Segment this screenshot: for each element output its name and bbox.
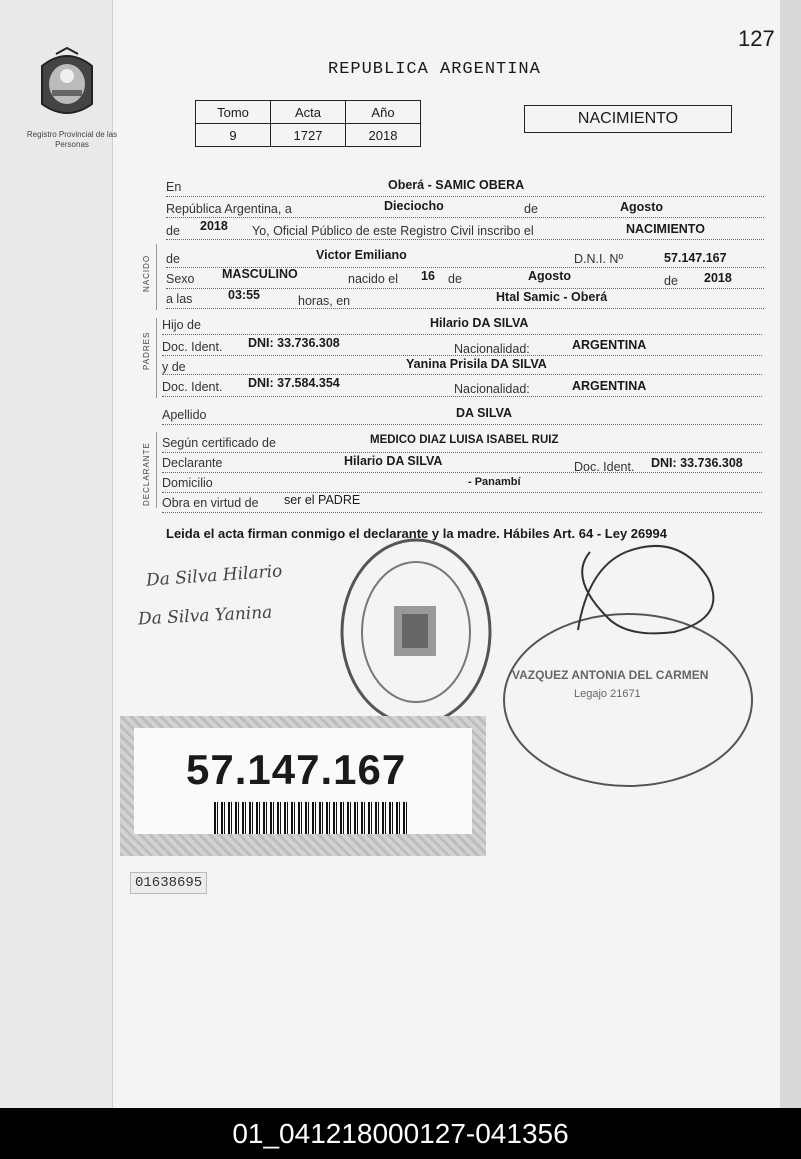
doc-label: Doc. Ident. — [574, 460, 635, 474]
month-value: Agosto — [620, 200, 664, 214]
a-las-label: a las — [166, 292, 193, 306]
apellido-value: DA SILVA — [456, 406, 513, 420]
side-label-nacido: NACIDO — [142, 254, 151, 292]
hijo-label: Hijo de — [162, 318, 201, 332]
registry-code: 01638695 — [130, 872, 207, 894]
record-table — [195, 100, 421, 147]
table-header: Tomo — [196, 101, 271, 124]
section-divider — [156, 244, 157, 310]
domicilio-value: - Panambí — [468, 476, 521, 488]
dni-label: D.N.I. Nº — [574, 252, 624, 266]
birth-year: 2018 — [704, 271, 732, 285]
inscribo-value: NACIMIENTO — [626, 222, 705, 236]
sexo-value: MASCULINO — [222, 267, 298, 281]
father-value: Hilario DA SILVA — [430, 316, 529, 330]
birth-day: 16 — [421, 269, 435, 283]
year-value: 2018 — [200, 219, 228, 233]
section-divider — [156, 318, 157, 398]
doc-label: Doc. Ident. — [162, 340, 223, 354]
table-cell: 1727 — [271, 124, 346, 147]
field-line — [162, 474, 762, 493]
table-header: Año — [346, 101, 421, 124]
father-nationality: ARGENTINA — [572, 338, 647, 352]
officer-name: VAZQUEZ ANTONIA DEL CARMEN — [512, 668, 709, 682]
mother-value: Yanina Prisila DA SILVA — [406, 357, 547, 371]
barcode — [214, 802, 410, 834]
sexo-label: Sexo — [166, 272, 195, 286]
doc-label: Doc. Ident. — [162, 380, 223, 394]
nacionalidad-label: Nacionalidad: — [454, 382, 530, 396]
page-number: 127 — [738, 26, 775, 51]
republica-label: República Argentina, a — [166, 202, 292, 216]
apellido-label: Apellido — [162, 408, 207, 422]
id-number: 57.147.167 — [186, 746, 407, 793]
table-header: Acta — [271, 101, 346, 124]
footer-code: 01_041218000127-041356 — [0, 1108, 801, 1159]
page-edge — [780, 0, 801, 1108]
table-cell: 9 — [196, 124, 271, 147]
id-label-inner — [134, 728, 472, 834]
en-value: Oberá - SAMIC OBERA — [388, 178, 525, 192]
domicilio-label: Domicilio — [162, 476, 213, 490]
de-label: de — [524, 202, 538, 216]
day-value: Dieciocho — [384, 199, 444, 213]
y-de-label: y de — [162, 360, 186, 374]
certificado-value: MEDICO DIAZ LUISA ISABEL RUIZ — [370, 434, 559, 446]
mother-signature: Da Silva Yanina — [137, 602, 273, 630]
father-doc: DNI: 33.736.308 — [248, 336, 340, 350]
de-label: de — [448, 272, 462, 286]
de-label: de — [664, 274, 678, 288]
inscribo-label: Yo, Oficial Público de este Registro Civil inscribo el — [252, 224, 534, 238]
en-label: En — [166, 180, 182, 194]
place-value: Htal Samic - Oberá — [496, 290, 608, 304]
de-label: de — [166, 252, 180, 266]
time-value: 03:55 — [228, 288, 260, 302]
nacionalidad-label: Nacionalidad: — [454, 342, 530, 356]
record-type-box: NACIMIENTO — [524, 105, 732, 133]
declarante-value: Hilario DA SILVA — [344, 454, 443, 468]
registry-seal-icon — [336, 534, 496, 730]
provincial-seal-icon — [34, 46, 100, 122]
de-label: de — [166, 224, 180, 238]
section-divider — [156, 432, 157, 508]
side-label-declarante: DECLARANTE — [142, 442, 151, 506]
name-value: Victor Emiliano — [316, 248, 407, 262]
id-label — [120, 716, 486, 856]
certificado-label: Según certificado de — [162, 436, 276, 450]
father-signature: Da Silva Hilario — [145, 561, 284, 591]
logo-caption: Registro Provincial de las Personas — [26, 130, 118, 149]
horas-label: horas, en — [298, 294, 351, 308]
side-label-padres: PADRES — [142, 331, 151, 370]
obra-value: ser el PADRE — [284, 493, 361, 507]
mother-nationality: ARGENTINA — [572, 379, 647, 393]
officer-signature-icon — [498, 538, 758, 790]
declarante-label: Declarante — [162, 456, 223, 470]
mother-doc: DNI: 37.584.354 — [248, 376, 340, 390]
declarante-doc: DNI: 33.736.308 — [651, 456, 743, 470]
dni-value: 57.147.167 — [664, 251, 727, 265]
document-title: REPUBLICA ARGENTINA — [328, 60, 541, 79]
table-cell: 2018 — [346, 124, 421, 147]
obra-label: Obra en virtud de — [162, 496, 259, 510]
officer-line2: Legajo 21671 — [574, 688, 641, 700]
birth-month: Agosto — [528, 269, 572, 283]
legal-text: Leida el acta firman conmigo el declarante y la madre. Hábiles Art. 64 - Ley 26994 — [166, 526, 667, 541]
nacido-label: nacido el — [348, 272, 399, 286]
